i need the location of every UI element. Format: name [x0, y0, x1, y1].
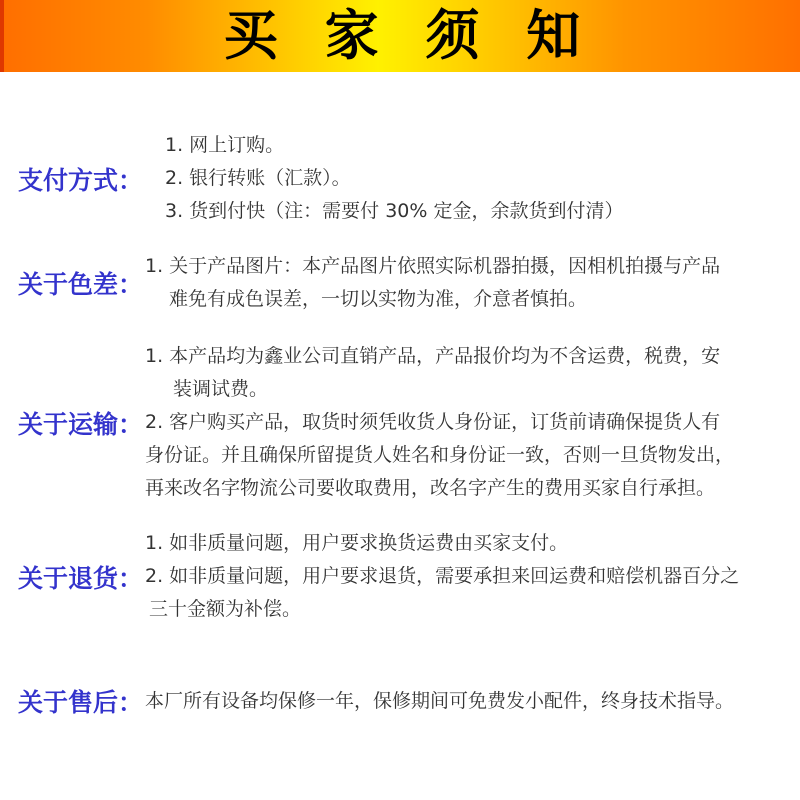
- header-banner: [0, 0, 800, 72]
- text-line: 1. 如非质量问题，用户要求换货运费由买家支付。: [145, 532, 569, 554]
- text-line: 1. 关于产品图片：本产品图片依照实际机器拍摄，因相机拍摄与产品: [145, 255, 721, 277]
- section-content-shipping: [145, 340, 734, 505]
- text-line: 1. 网上订购。: [165, 134, 285, 156]
- text-line: 再来改名字物流公司要收取费用，改名字产生的费用买家自行承担。: [145, 477, 716, 499]
- section-shipping: [0, 340, 800, 505]
- section-after-sales: [0, 683, 800, 719]
- section-label-payment-methods: 支付方式：: [18, 165, 144, 195]
- section-color-difference: [0, 250, 800, 316]
- text-line: 2. 银行转账（汇款）。: [165, 167, 351, 189]
- text-line: 难免有成色误差，一切以实物为准，介意者慎拍。: [169, 288, 588, 310]
- text-line: 2. 客户购买产品，取货时须凭收货人身份证，订货前请确保提货人有: [145, 411, 721, 433]
- section-content-payment-methods: [145, 129, 623, 228]
- section-content-color-difference: [145, 250, 720, 316]
- section-content-returns: [145, 527, 739, 626]
- section-label-shipping: 关于运输：: [18, 409, 144, 439]
- text-line: 1. 本产品均为鑫业公司直销产品，产品报价均为不含运费，税费，安: [145, 345, 721, 367]
- text-line: 2. 如非质量问题，用户要求退货，需要承担来回运费和赔偿机器百分之: [145, 565, 740, 587]
- section-payment-methods: [0, 129, 800, 228]
- page-title: 买 家 须 知: [223, 4, 595, 67]
- section-label-after-sales: 关于售后：: [18, 688, 144, 717]
- notice-sections: [0, 129, 800, 719]
- section-label-color-difference: 关于色差：: [18, 270, 144, 299]
- section-returns: [0, 527, 800, 626]
- text-line: 3. 货到付快（注：需要付 30% 定金，余款货到付清）: [165, 200, 624, 222]
- section-content-after-sales: [145, 685, 734, 718]
- section-label-returns: 关于退货：: [18, 563, 144, 593]
- text-line: 本厂所有设备均保修一年，保修期间可免费发小配件，终身技术指导。: [145, 689, 735, 712]
- text-line: 三十金额为补偿。: [149, 598, 302, 620]
- text-line: 装调试费。: [173, 378, 269, 400]
- text-line: 身份证。并且确保所留提货人姓名和身份证一致，否则一旦货物发出，: [145, 444, 735, 466]
